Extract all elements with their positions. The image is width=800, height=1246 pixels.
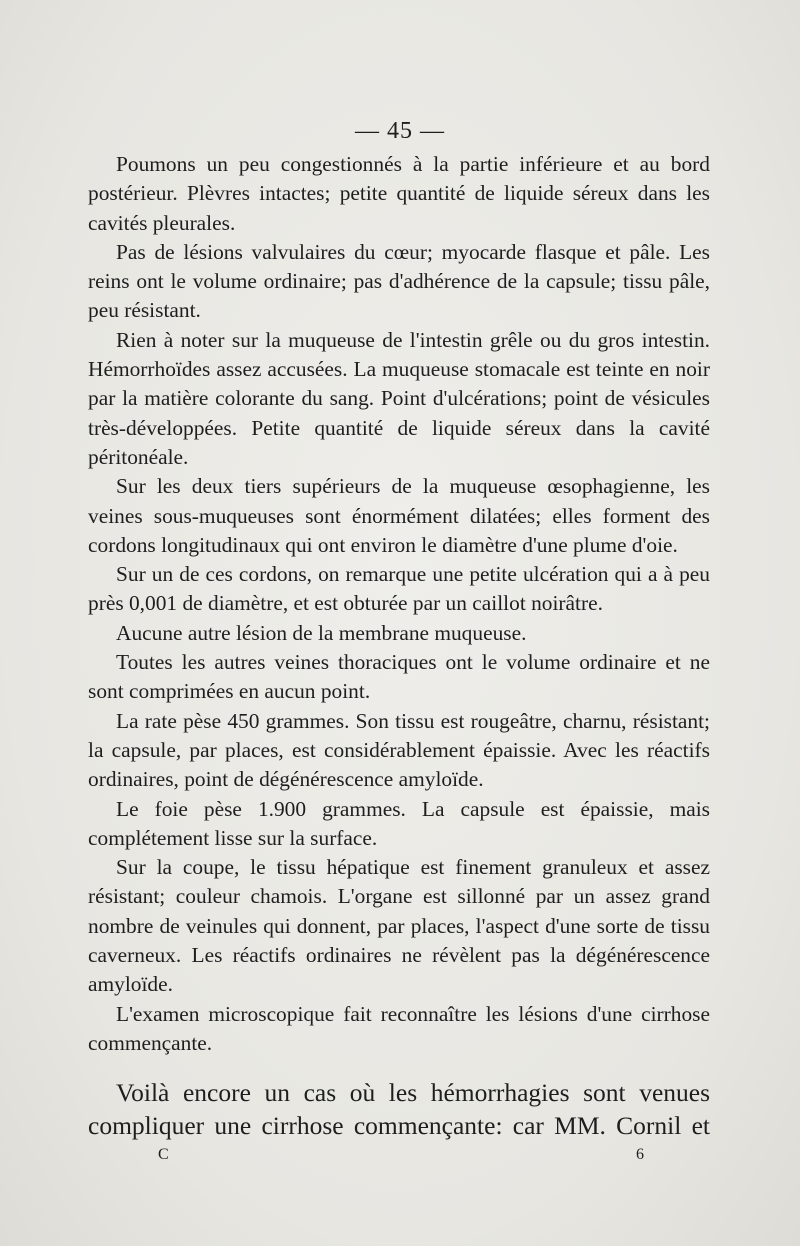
- paragraph-liver-section: Sur la coupe, le tissu hépatique est finement granuleux et assez résistant; couleur chamois. L'organe est sillonné par un assez grand nombre de veinules qui donnent, par places, l'aspect d'une sorte de tissu caverneux. Les réactifs ordinaires ne révèlent pas la dégénérescence amyloïde.: [88, 855, 710, 997]
- page-footer: [0, 1146, 800, 1170]
- paragraph-microscopy: L'examen microscopique fait reconnaître les lésions d'une cirrhose commençante.: [88, 1001, 710, 1055]
- paragraph-spleen: La rate pèse 450 grammes. Son tissu est rougeâtre, charnu, résistant; la capsule, par places, est considérablement épaissie. Avec les réactifs ordinaires, point de dégénérescence amyloïde.: [88, 708, 710, 792]
- paragraph-thoracic-veins: Toutes les autres veines thoraciques ont le volume ordinaire et ne sont comprimées en aucun point.: [88, 650, 710, 704]
- paragraph-liver: Le foie pèse 1.900 grammes. La capsule est épaissie, mais complétement lisse sur la surface.: [88, 796, 710, 850]
- paragraph-intestine: Rien à noter sur la muqueuse de l'intestin grêle ou du gros intestin. Hémorrhoïdes assez accusées. La muqueuse stomacale est teinte en noir par la matière colorante du sang. Point d'ulcérations; point de vésicules très-développées. Petite quantité de liquide séreux dans la cavité péritonéale.: [88, 327, 710, 469]
- paragraph-esophagus: Sur les deux tiers supérieurs de la muqueuse œsophagienne, les veines sous-muqueuses sont énormément dilatées; elles forment des cordons longitudinaux qui ont environ le diamètre d'une plume d'oie.: [88, 474, 710, 557]
- paragraph-mucosa: Aucune autre lésion de la membrane muqueuse.: [116, 620, 527, 645]
- signature-mark-right: 6: [636, 1146, 644, 1163]
- page-number: — 45 —: [355, 118, 445, 144]
- paragraph-heart-kidneys: Pas de lésions valvulaires du cœur; myocarde flasque et pâle. Les reins ont le volume ordinaire; pas d'adhérence de la capsule; tissu pâle, peu résistant.: [88, 239, 710, 323]
- paragraph-lungs: Poumons un peu congestionnés à la partie inférieure et au bord postérieur. Plèvres intactes; petite quantité de liquide séreux dans les cavités pleurales.: [88, 152, 710, 235]
- body-text: [88, 150, 710, 1058]
- paragraph-ulceration: Sur un de ces cordons, on remarque une petite ulcération qui a à peu près 0,001 de diamètre, et est obturée par un caillot noirâtre.: [88, 562, 710, 616]
- closing-paragraph: Voilà encore un cas où les hémorrhagies sont venues compliquer une cirrhose commençante: car MM. Cornil et: [88, 1078, 710, 1140]
- signature-mark-left: C: [158, 1146, 169, 1163]
